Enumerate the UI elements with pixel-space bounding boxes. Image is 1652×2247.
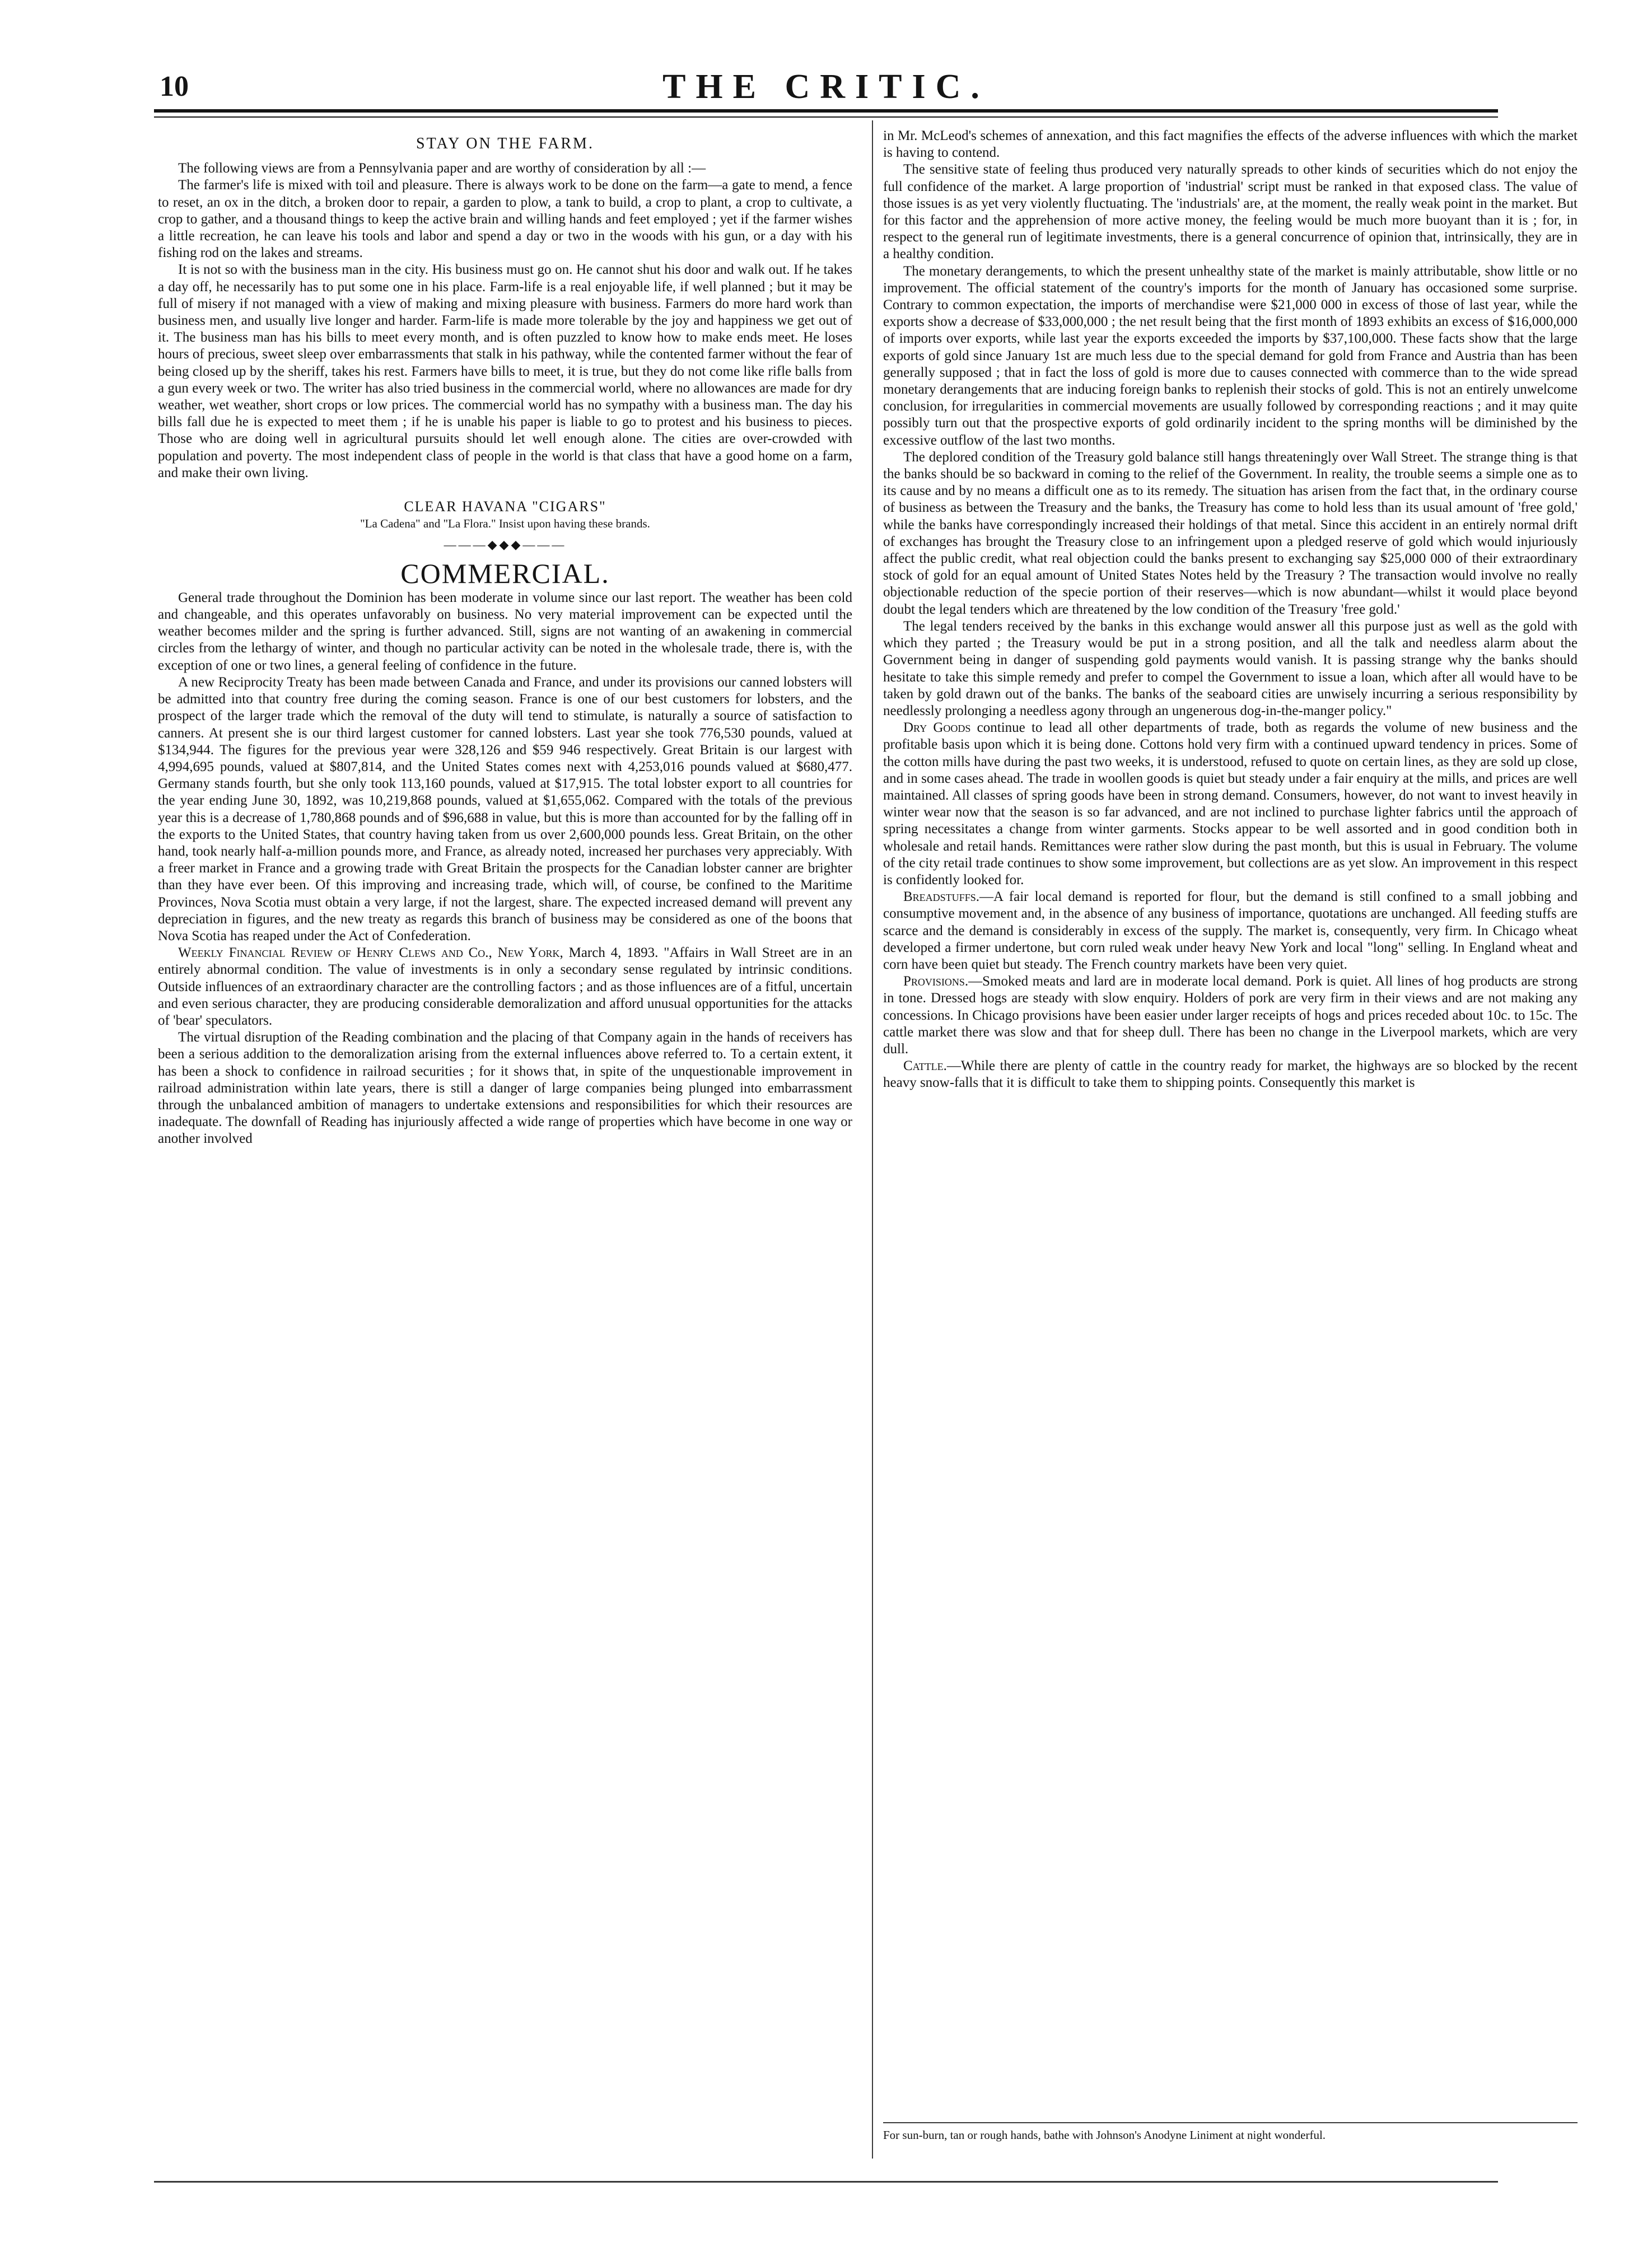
- commercial-paragraph: General trade throughout the Dominion has been moderate in volume since our last report. The weather has been cold and changeable, and this operates unfavorably on business. No very material improvement can be expected until the weather becomes milder and the spring is further advanced. Still, signs are not wanting of an awakening in commercial circles from the lethargy of winter, and though no particular activity can be noted in the wholesale trade, there is, with the exception of one or two lines, a general feeling of confidence in the future.: [158, 590, 852, 673]
- commercial-heading: COMMERCIAL.: [400, 557, 610, 589]
- finance-paragraph: The monetary derangements, to which the present unhealthy state of the market is mainly attributable, show little or no improvement. The official statement of the country's imports for the month of January has occasioned some surprise. Contrary to common expectation, the imports of merchandise were $21,000 000 in excess of those of last year, while the exports show a decrease of $33,000,000 ; the net result being that the first month of 1893 exhibits an excess of $16,000,000 of imports over exports, while last year the exports exceeded the imports by $37,100,000. These facts show that the large exports of gold since January 1st are much less due to the special demand for gold from France and Austria than has been generally supposed ; that in fact the loss of gold is more due to causes connected with commerce than to the wide spread monetary derangements that are inducing foreign banks to replenish their stocks of gold. This is not an entirely unwelcome conclusion, for irregularities in commercial movements are usually followed by corresponding reactions ; and it may quite possibly turn out that the prospective exports of gold ordinarily incident to the spring months will be diminished by the excessive outflow of the last two months.: [883, 263, 1578, 448]
- finance-paragraph: The deplored condition of the Treasury gold balance still hangs threateningly over Wall Street. The strange thing is that the banks should be so backward in coming to the relief of the Government. In reality, the trouble seems a simple one as to its cause and by no means a difficult one as to its remedy. The situation has arisen from the fact that, in the ordinary course of business as between the Treasury and the banks, the Treasury has come to hold less than its usual amount of 'free gold,' while the banks have correspondingly increased their holdings of that metal. Since this accident in an entirely normal drift of exchanges has brought the Treasury close to an infringement upon a pledged reserve of gold which would injuriously affect the public credit, what real objection could the banks present to exchanging say $25,000 000 of their extraordinary stock of gold for an equal amount of United States Notes held by the Treasury ? The transaction would involve no really objectionable reduction of the specie portion of their reserves—which is now abundant—whilst it would place beyond doubt the legal tenders which are threatened by the low condition of the Treasury 'free gold.': [883, 449, 1578, 617]
- clews-lead: Weekly Financial Review of Henry Clews and Co., New York,: [178, 945, 563, 961]
- bottom-rule: [154, 2181, 1498, 2183]
- market-text: —Smoked meats and lard are in moderate local demand. Pork is quiet. All lines of hog products are strong in tone. Dressed hogs are steady with slow enquiry. Holders of pork are very firm in their views and are not making any concessions. In Chicago provisions have been easier under larger receipts of hogs and prices receded about 10c. to 15c. The cattle market there was slow and that for sheep dull. There has been no change in the Liverpool markets, which are very dull.: [883, 974, 1578, 1057]
- market-lead: Dry Goods: [903, 720, 971, 736]
- footnote-rule: [883, 2122, 1578, 2123]
- masthead: [154, 64, 1498, 104]
- finance-paragraph: The legal tenders received by the banks in this exchange would answer all this purpose just as well as the gold with which they parted ; the Treasury would be put in a strong position, and all the talk and needless alarm about the Government being in danger of suspending gold payments would vanish. It is passing strange why the banks should hesitate to take this simple remedy and prefer to compel the Government to issue a loan, which after all would have to be taken by gold drawn out of the banks. The banks of the seaboard cities are unwisely incurring a serious responsibility by needlessly prolonging a needless agony through an ungenerous dog-in-the-manger policy.": [883, 618, 1578, 718]
- finance-paragraph: in Mr. McLeod's schemes of annexation, and this fact magnifies the effects of the adverse influences with which the market is having to contend.: [883, 128, 1578, 161]
- farm-heading: STAY ON THE FARM.: [416, 135, 594, 152]
- farm-paragraph: The farmer's life is mixed with toil and pleasure. There is always work to be done on the farm—a gate to mend, a fence to reset, an ox in the ditch, a broken door to repair, a garden to plow, a tank to build, a crop to plant, a crop to cultivate, a crop to gather, and a thousand things to keep the active brain and willing hands and feet employed ; yet if the farmer wishes a little recreation, he can leave his tools and labor and spend a day or two in the woods with his gun, or a day with his fishing rod on the lakes and streams.: [158, 177, 852, 261]
- market-dry-goods: [883, 720, 1578, 889]
- cigar-ad-line: "La Cadena" and "La Flora." Insist upon having these brands.: [360, 517, 650, 531]
- column-divider: [872, 120, 873, 2159]
- market-text: continue to lead all other departments of trade, both as regards the volume of new business and the profitable basis upon which it is being done. Cottons hold very firm with a continued upward tendency in prices. Some of the cotton mills have during the past two weeks, it is understood, refused to quote on certain lines, as they are sold up close, and in some cases ahead. The trade in woollen goods is quiet but steady under a fair enquiry at the mills, and prices are well maintained. All classes of spring goods have been in strong demand. Consumers, however, do not want to invest heavily in winter wear now that the season is so far advanced, and are not inclined to purchase lighter fabrics until the approach of spring necessitates a change from winter garments. Stocks appear to be well assorted and in good condition both in wholesale and retail hands. Remittances were rather slow during the past month, but this is usual in February. The volume of the city retail trade continues to show some improvement, but collections are as yet slow. An improvement in this respect is confidently looked for.: [883, 720, 1578, 887]
- header-rule-thin: [154, 116, 1498, 118]
- clews-paragraph: [158, 945, 852, 1029]
- farm-paragraph: The following views are from a Pennsylvania paper and are worthy of consideration by all :—: [178, 161, 706, 176]
- commercial-paragraph: A new Reciprocity Treaty has been made between Canada and France, and under its provisions our canned lobsters will be admitted into that country free during the coming season. France is one of our best customers for lobsters, and the prospect of the larger trade which the removal of the duty will tend to stimulate, is naturally a source of satisfaction to canners. At present she is our third largest customer for canned lobsters. Last year she took 776,530 pounds, valued at $134,944. The figures for the previous year were 328,126 and $59 946 respectively. Great Britain is our largest with 4,994,695 pounds, valued at $807,814, and the United States comes next with 4,253,016 pounds valued at $680,477. Germany stands fourth, but she only took 113,160 pounds, valued at $17,915. The total lobster export to all countries for the year ending June 30, 1892, was 10,219,868 pounds, valued at $1,655,062. Compared with the totals of the previous year this is a decrease of 1,780,868 pounds and of $96,688 in value, but this is more than accounted for by the falling off in the exports to the United States, that country having taken from us over 2,600,000 pounds less. Great Britain, on the other hand, took nearly half-a-million pounds more, and France, as already noted, increased her purchases very appreciably. With a freer market in France and a growing trade with Great Britain the prospects for the Canadian lobster canner are brighter than they have ever been. Of this improving and increasing trade, which will, of course, be confined to the Maritime Provinces, Nova Scotia must obtain a very large, if not the largest, share. The expected increased demand will prevent any depreciation in figures, and the new treaty as regards this branch of business may be considered as one of the boons that Nova Scotia has reaped under the Act of Confederation.: [158, 674, 852, 943]
- page-number: 10: [160, 71, 189, 102]
- market-text: —A fair local demand is reported for flour, but the demand is still confined to a small jobbing and consumptive movement and, in the absence of any business of importance, quotations are unchanged. All feeding stuffs are scarce and the demand is considerably in excess of the supply. The market is, consequently, very firm. In Chicago wheat developed a firmer undertone, but corn ruled weak under heavy New York and local "long" selling. In England wheat and corn have been quiet but steady. The French country markets have been very quiet.: [883, 889, 1578, 972]
- liniment-footnote: For sun-burn, tan or rough hands, bathe with Johnson's Anodyne Liniment at night wonderful.: [883, 2128, 1326, 2142]
- cigar-ad-heading: CLEAR HAVANA "CIGARS": [404, 498, 606, 515]
- market-text: —While there are plenty of cattle in the country ready for market, the highways are so blocked by the recent heavy snow-falls that it is difficult to take them to shipping points. Consequently this market is: [883, 1058, 1578, 1091]
- right-column: [883, 128, 1578, 2166]
- reading-paragraph: The virtual disruption of the Reading combination and the placing of that Company again in the hands of receivers has been a serious addition to the demoralization arising from the external influences above referred to. To a certain extent, it has been a shock to confidence in railroad securities ; for it shows that, in spite of the unquestionable improvement in railroad administration within late years, there is still a danger of large companies being plunged into embarrassment through the unbalanced ambition of managers to undertake extensions and responsibilities for which their resources are inadequate. The downfall of Reading has injuriously affected a wide range of properties which have become in one way or another involved: [158, 1030, 852, 1147]
- running-title: THE CRITIC.: [662, 68, 990, 106]
- market-cattle: [883, 1058, 1578, 1091]
- clews-text: March 4, 1893. "Affairs in Wall Street are in an entirely abnormal condition. The value of investments is in only a secondary sense regulated by intrinsic conditions. Outside influences of an extraordinary character are the controlling factors ; and as those influences are of a fitful, uncertain and even serious character, they are producing considerable demoralization and afford unusual opportunities for the attacks of 'bear' speculators.: [158, 945, 852, 1028]
- market-breadstuffs: [883, 889, 1578, 973]
- market-provisions: [883, 973, 1578, 1058]
- farm-paragraph: It is not so with the business man in the city. His business must go on. He cannot shut his door and walk out. If he takes a day off, he necessarily has to put some one in his place. Farm-life is a real enjoyable life, if well planned ; but it may be full of misery if not managed with a view of making and mixing pleasure with business. Farmers do more hard work than business men, and usually live longer and harder. Farm-life is made more tolerable by the joy and happiness we get out of it. The business man has his bills to meet every month, and is often puzzled to know how to make ends meet. He loses hours of precious, sweet sleep over embarrassments that stalk in his pathway, while the contented farmer without the fear of being closed up by the sheriff, takes his rest. Farmers have bills to meet, it is true, but they do not come like rifle balls from a gun every week or two. The writer has also tried business in the commercial world, where no allowances are made for dry weather, wet weather, short crops or low prices. The commercial world has no sympathy with a business man. The day his bills fall due he is expected to meet them ; if he is unable his paper is liable to go to protest and his business to pieces. Those who are doing well in agricultural pursuits should let well enough alone. The cities are over-crowded with population and poverty. The most independent class of people in the world is that class that have a good home on a farm, and make their own living.: [158, 262, 852, 480]
- market-lead: Breadstuffs.: [903, 889, 979, 905]
- finance-paragraph: The sensitive state of feeling thus produced very naturally spreads to other kinds of securities which do not enjoy the full confidence of the market. A large proportion of 'industrial' script must be ranked in that exposed class. The value of those issues is as yet very violently fluctuating. The 'industrials' are, at the moment, the really weak point in the market. But for this factor and the apprehension of more active money, the feeling would be much more buoyant than it is ; for, in respect to the general run of legitimate investments, there is a general concurrence of opinion that, intrinsically, they are in a healthy condition.: [883, 162, 1578, 262]
- market-lead: Cattle.: [903, 1058, 947, 1074]
- header-rule-thick: [154, 109, 1498, 113]
- market-lead: Provisions.: [903, 974, 969, 989]
- section-ornament: ———◆◆◆———: [444, 538, 567, 552]
- left-column: [158, 128, 852, 2166]
